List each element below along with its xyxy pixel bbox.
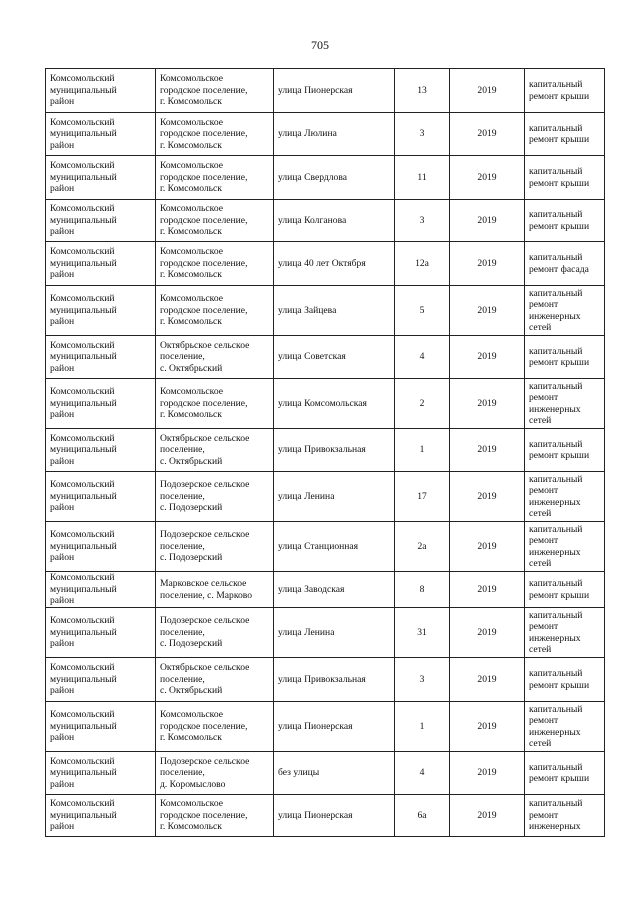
year-cell: 2019 [450, 286, 525, 336]
street-cell: улица Ленина [274, 472, 395, 522]
street-cell: улица Пионерская [274, 702, 395, 752]
work-type-cell: капитальный ремонт инженерных [525, 795, 605, 837]
street-cell: улица Привокзальная [274, 658, 395, 702]
table-row [46, 286, 605, 336]
work-type-cell: капитальный ремонт инженерных сетей [525, 286, 605, 336]
street-cell: улица 40 лет Октября [274, 242, 395, 286]
year-cell: 2019 [450, 752, 525, 795]
table-row [46, 113, 605, 156]
settlement-cell: Комсомольское городское поселение, г. Комсомольск [156, 156, 274, 200]
work-type-cell: капитальный ремонт крыши [525, 752, 605, 795]
table-row [46, 795, 605, 837]
year-cell: 2019 [450, 69, 525, 113]
settlement-cell: Подозерское сельское поселение, с. Подозерский [156, 522, 274, 572]
district-cell: Комсомольский муниципальный район [46, 156, 156, 200]
house-number-cell: 1 [395, 429, 450, 472]
settlement-cell: Комсомольское городское поселение, г. Комсомольск [156, 200, 274, 242]
street-cell: улица Свердлова [274, 156, 395, 200]
district-cell: Комсомольский муниципальный район [46, 336, 156, 379]
district-cell: Комсомольский муниципальный район [46, 795, 156, 837]
page-number: 705 [311, 38, 329, 52]
year-cell: 2019 [450, 472, 525, 522]
house-number-cell: 5 [395, 286, 450, 336]
work-type-cell: капитальный ремонт крыши [525, 113, 605, 156]
street-cell: улица Зайцева [274, 286, 395, 336]
table-row [46, 572, 605, 608]
district-cell: Комсомольский муниципальный район [46, 572, 156, 608]
house-number-cell: 4 [395, 336, 450, 379]
settlement-cell: Подозерское сельское поселение, д. Коромыслово [156, 752, 274, 795]
street-cell: улица Колганова [274, 200, 395, 242]
house-number-cell: 3 [395, 200, 450, 242]
year-cell: 2019 [450, 795, 525, 837]
year-cell: 2019 [450, 156, 525, 200]
work-type-cell: капитальный ремонт крыши [525, 658, 605, 702]
table-row [46, 379, 605, 429]
year-cell: 2019 [450, 113, 525, 156]
district-cell: Комсомольский муниципальный район [46, 608, 156, 658]
street-cell: улица Пионерская [274, 795, 395, 837]
table-row [46, 242, 605, 286]
table-row [46, 429, 605, 472]
settlement-cell: Подозерское сельское поселение, с. Подозерский [156, 608, 274, 658]
house-number-cell: 13 [395, 69, 450, 113]
street-cell: улица Ленина [274, 608, 395, 658]
settlement-cell: Октябрьское сельское поселение, с. Октябрьский [156, 429, 274, 472]
table-row [46, 752, 605, 795]
settlement-cell: Комсомольское городское поселение, г. Комсомольск [156, 286, 274, 336]
year-cell: 2019 [450, 200, 525, 242]
settlement-cell: Комсомольское городское поселение, г. Комсомольск [156, 795, 274, 837]
work-type-cell: капитальный ремонт инженерных сетей [525, 472, 605, 522]
house-number-cell: 8 [395, 572, 450, 608]
work-type-cell: капитальный ремонт инженерных сетей [525, 702, 605, 752]
settlement-cell: Октябрьское сельское поселение, с. Октябрьский [156, 658, 274, 702]
house-number-cell: 3 [395, 113, 450, 156]
street-cell: улица Привокзальная [274, 429, 395, 472]
table-row [46, 200, 605, 242]
house-number-cell: 2а [395, 522, 450, 572]
year-cell: 2019 [450, 379, 525, 429]
house-number-cell: 1 [395, 702, 450, 752]
table-row [46, 522, 605, 572]
work-type-cell: капитальный ремонт фасада [525, 242, 605, 286]
year-cell: 2019 [450, 522, 525, 572]
year-cell: 2019 [450, 429, 525, 472]
street-cell: улица Станционная [274, 522, 395, 572]
district-cell: Комсомольский муниципальный район [46, 472, 156, 522]
settlement-cell: Комсомольское городское поселение, г. Комсомольск [156, 69, 274, 113]
work-type-cell: капитальный ремонт крыши [525, 572, 605, 608]
district-cell: Комсомольский муниципальный район [46, 702, 156, 752]
street-cell: улица Заводская [274, 572, 395, 608]
house-number-cell: 11 [395, 156, 450, 200]
table-row [46, 472, 605, 522]
work-type-cell: капитальный ремонт крыши [525, 429, 605, 472]
house-number-cell: 17 [395, 472, 450, 522]
work-type-cell: капитальный ремонт крыши [525, 336, 605, 379]
district-cell: Комсомольский муниципальный район [46, 113, 156, 156]
settlement-cell: Комсомольское городское поселение, г. Комсомольск [156, 379, 274, 429]
table-row [46, 69, 605, 113]
work-type-cell: капитальный ремонт инженерных сетей [525, 608, 605, 658]
house-number-cell: 2 [395, 379, 450, 429]
settlement-cell: Комсомольское городское поселение, г. Комсомольск [156, 242, 274, 286]
year-cell: 2019 [450, 608, 525, 658]
table-row [46, 156, 605, 200]
district-cell: Комсомольский муниципальный район [46, 379, 156, 429]
house-number-cell: 12а [395, 242, 450, 286]
work-type-cell: капитальный ремонт крыши [525, 156, 605, 200]
district-cell: Комсомольский муниципальный район [46, 286, 156, 336]
house-number-cell: 4 [395, 752, 450, 795]
year-cell: 2019 [450, 336, 525, 379]
year-cell: 2019 [450, 572, 525, 608]
district-cell: Комсомольский муниципальный район [46, 658, 156, 702]
street-cell: улица Советская [274, 336, 395, 379]
street-cell: без улицы [274, 752, 395, 795]
year-cell: 2019 [450, 702, 525, 752]
district-cell: Комсомольский муниципальный район [46, 200, 156, 242]
year-cell: 2019 [450, 242, 525, 286]
street-cell: улица Люлина [274, 113, 395, 156]
work-type-cell: капитальный ремонт инженерных сетей [525, 379, 605, 429]
work-type-cell: капитальный ремонт крыши [525, 200, 605, 242]
work-type-cell: капитальный ремонт инженерных сетей [525, 522, 605, 572]
district-cell: Комсомольский муниципальный район [46, 429, 156, 472]
house-number-cell: 6а [395, 795, 450, 837]
registry-body [46, 69, 605, 837]
table-row [46, 702, 605, 752]
settlement-cell: Комсомольское городское поселение, г. Комсомольск [156, 113, 274, 156]
street-cell: улица Комсомольская [274, 379, 395, 429]
street-cell: улица Пионерская [274, 69, 395, 113]
district-cell: Комсомольский муниципальный район [46, 522, 156, 572]
house-number-cell: 31 [395, 608, 450, 658]
house-number-cell: 3 [395, 658, 450, 702]
district-cell: Комсомольский муниципальный район [46, 69, 156, 113]
settlement-cell: Марковское сельское поселение, с. Марково [156, 572, 274, 608]
table-row [46, 608, 605, 658]
work-type-cell: капитальный ремонт крыши [525, 69, 605, 113]
table-row [46, 336, 605, 379]
table-row [46, 658, 605, 702]
district-cell: Комсомольский муниципальный район [46, 752, 156, 795]
repair-registry-table [45, 68, 605, 837]
settlement-cell: Комсомольское городское поселение, г. Комсомольск [156, 702, 274, 752]
district-cell: Комсомольский муниципальный район [46, 242, 156, 286]
year-cell: 2019 [450, 658, 525, 702]
settlement-cell: Подозерское сельское поселение, с. Подозерский [156, 472, 274, 522]
settlement-cell: Октябрьское сельское поселение, с. Октябрьский [156, 336, 274, 379]
